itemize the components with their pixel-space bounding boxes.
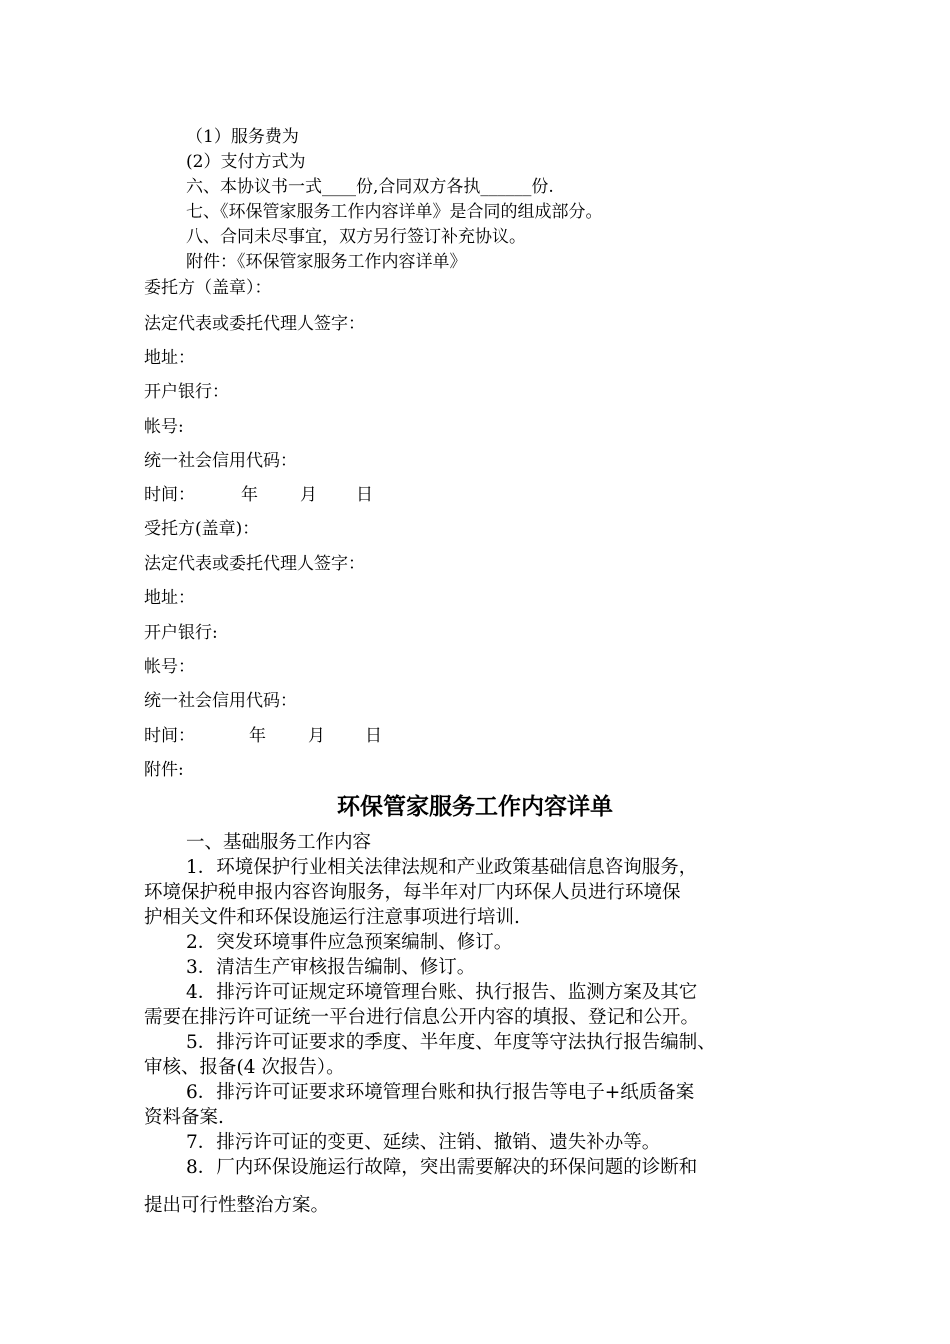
party-a-account: 帐号:: [144, 417, 184, 437]
clause-service-fee: （1）服务费为: [186, 127, 299, 147]
detail-item-2: 2．突发环境事件应急预案编制、修订。: [186, 932, 513, 953]
detail-item-1-line3: 护相关文件和环保设施运行注意事项进行培训.: [144, 907, 520, 928]
detail-item-5-line2: 审核、报备(4 次报告）。: [144, 1057, 345, 1078]
party-b-account: 帐号：: [144, 657, 195, 677]
party-a-credit-code: 统一社会信用代码：: [144, 451, 297, 471]
party-b-month: 月: [308, 726, 325, 746]
party-a-title: 委托方（盖章）：: [144, 278, 272, 298]
party-a-date-label: 时间：: [144, 485, 195, 505]
party-b-day: 日: [365, 726, 382, 746]
detail-item-7: 7．排污许可证的变更、延续、注销、撤销、遗失补办等。: [186, 1132, 661, 1153]
detail-item-6-line1: 6．排污许可证要求环境管理台账和执行报告等电子+纸质备案: [186, 1082, 695, 1103]
clause-payment-method: (2）支付方式为: [186, 152, 306, 172]
party-a-bank: 开户银行：: [144, 382, 229, 402]
party-a-day: 日: [356, 485, 373, 505]
clause-seven: 七、《环保管家服务工作内容详单》是合同的组成部分。: [186, 202, 603, 222]
attachment-label: 附件:: [144, 760, 184, 780]
party-a-month: 月: [300, 485, 317, 505]
detail-item-6-line2: 资料备案.: [144, 1107, 224, 1128]
detail-title: 环保管家服务工作内容详单: [337, 793, 613, 820]
detail-section-basic: 一、基础服务工作内容: [186, 832, 372, 853]
detail-item-8-line2: 提出可行性整治方案。: [144, 1195, 330, 1216]
clause-six-blank2: ______: [480, 177, 532, 197]
detail-item-5-line1: 5．排污许可证要求的季度、半年度、年度等守法执行报告编制、: [186, 1032, 716, 1053]
party-b-representative: 法定代表或委托代理人签字：: [144, 554, 365, 574]
detail-item-8-line1: 8．厂内环保设施运行故障，突出需要解决的环保问题的诊断和: [186, 1157, 698, 1178]
clause-six-part2: 份,合同双方各执: [356, 177, 481, 197]
clause-six: [186, 176, 554, 198]
detail-item-1-line1: 1．环境保护行业相关法律法规和产业政策基础信息咨询服务，: [186, 857, 698, 878]
detail-item-3: 3．清洁生产审核报告编制、修订。: [186, 957, 476, 978]
detail-item-1-line2: 环境保护税申报内容咨询服务，每半年对厂内环保人员进行环境保: [144, 882, 681, 903]
party-a-year: 年: [241, 485, 258, 505]
clause-six-part1: 六、本协议书一式: [186, 177, 322, 197]
party-b-address: 地址：: [144, 588, 195, 608]
party-b-date: [144, 725, 382, 747]
party-b-date-label: 时间：: [144, 726, 195, 746]
party-a-date: [144, 484, 373, 506]
detail-item-4-line1: 4．排污许可证规定环境管理台账、执行报告、监测方案及其它: [186, 982, 698, 1003]
party-b-year: 年: [249, 726, 266, 746]
party-a-representative: 法定代表或委托代理人签字：: [144, 314, 365, 334]
clause-six-blank1: ____: [322, 177, 356, 197]
party-a-address: 地址：: [144, 348, 195, 368]
clause-eight: 八、合同未尽事宜，双方另行签订补充协议。: [186, 227, 526, 247]
party-b-credit-code: 统一社会信用代码：: [144, 691, 297, 711]
party-b-title: 受托方(盖章)：: [144, 519, 260, 539]
clause-six-part3: 份.: [531, 177, 554, 197]
detail-item-4-line2: 需要在排污许可证统一平台进行信息公开内容的填报、登记和公开。: [144, 1007, 700, 1028]
attachment-reference: 附件：《环保管家服务工作内容详单》: [186, 252, 467, 272]
party-b-bank: 开户银行:: [144, 623, 218, 643]
